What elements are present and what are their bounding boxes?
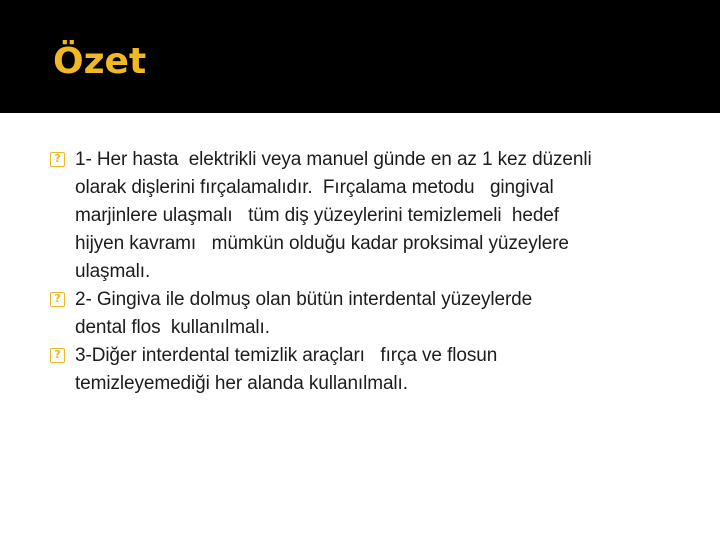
title-band (0, 0, 720, 113)
list-item (50, 146, 710, 286)
bullet-text-line: 3-Diğer interdental temizlik araçları fırça ve flosun (75, 345, 498, 366)
bullet-text-line: dental flos kullanılmalı. (75, 317, 270, 338)
bullet-text-line: 1- Her hasta elektrikli veya manuel günde en az 1 kez düzenli (75, 149, 592, 170)
bullet-text-line: 2- Gingiva ile dolmuş olan bütün interdental yüzeylerde (75, 289, 533, 310)
slide-title: Özet (53, 41, 147, 82)
missing-glyph-box-icon: ? (50, 292, 65, 307)
bullet-text-line: ulaşmalı. (75, 261, 151, 282)
bullet-text-line: marjinlere ulaşmalı tüm diş yüzeylerini temizlemeli hedef (75, 205, 559, 226)
bullet-text-line: temizleyemediği her alanda kullanılmalı. (75, 373, 408, 394)
list-item (50, 342, 710, 398)
bullet-text-line: olarak dişlerini fırçalamalıdır. Fırçalama metodu gingival (75, 177, 554, 198)
missing-glyph-box-icon: ? (50, 348, 65, 363)
list-item (50, 286, 710, 342)
bullet-text-line: hijyen kavramı mümkün olduğu kadar proksimal yüzeylere (75, 233, 569, 254)
bullet-list (50, 146, 710, 398)
missing-glyph-box-icon: ? (50, 152, 65, 167)
